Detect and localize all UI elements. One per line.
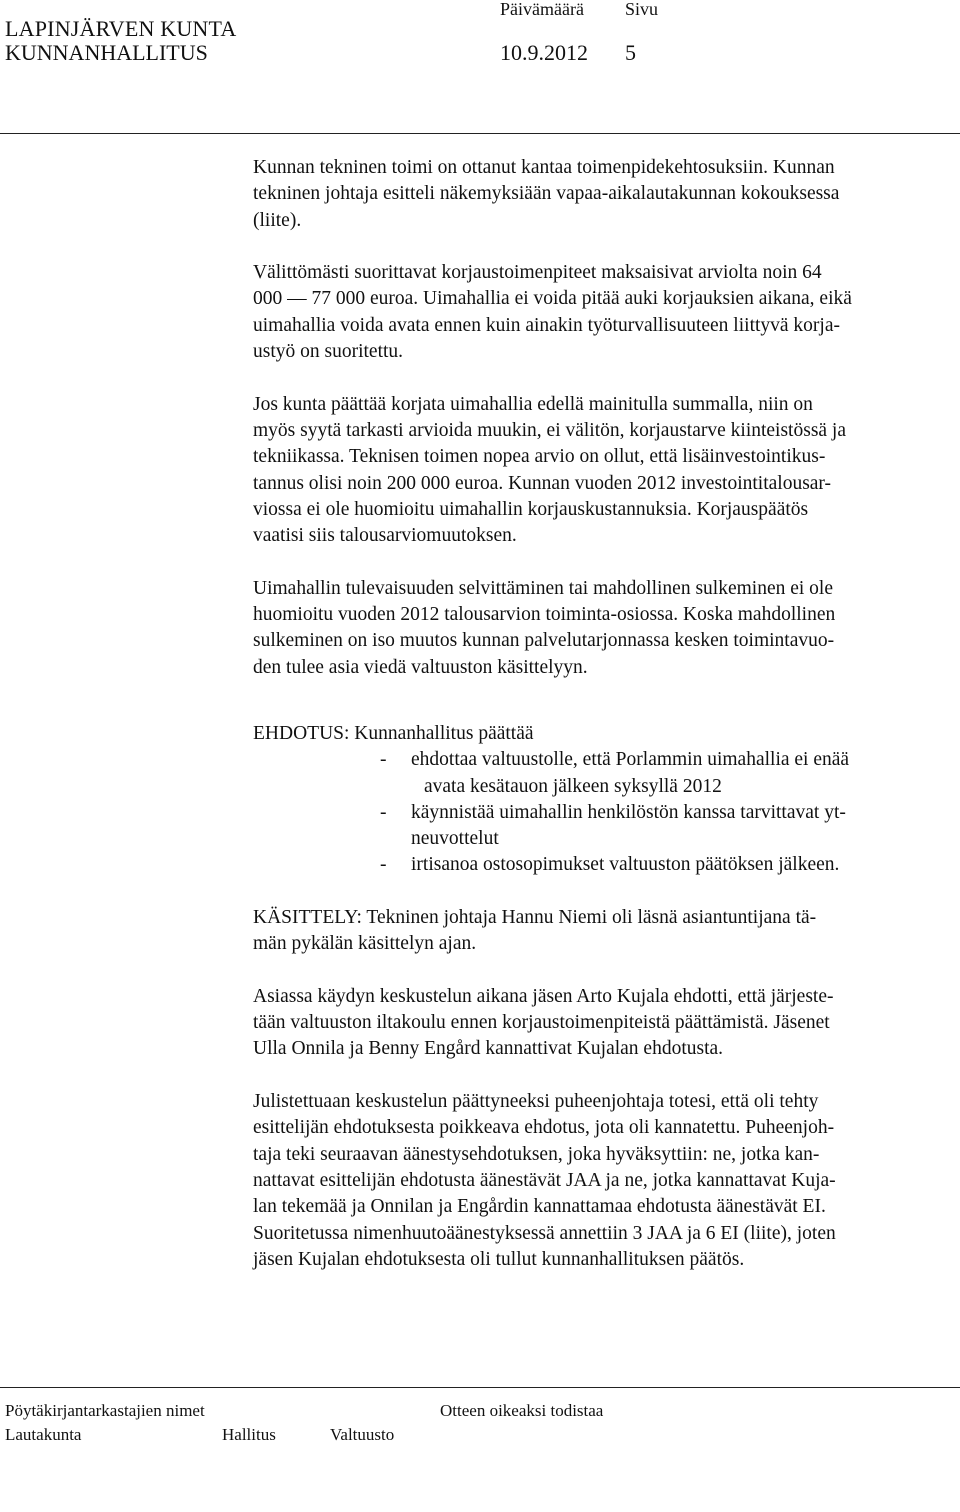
proposal-item-line: avata kesätauon jälkeen syksyllä 2012 xyxy=(424,775,722,797)
proposal-heading: EHDOTUS: Kunnanhallitus päättää xyxy=(253,723,534,744)
page-label: Sivu xyxy=(625,0,659,19)
footer-committee: Lautakunta xyxy=(5,1425,82,1444)
text-line: Ulla Onnila ja Benny Engård kannattivat Kujalan ehdotusta. xyxy=(253,1038,724,1060)
document-body-continued xyxy=(253,905,960,1299)
board-name: KUNNANHALLITUS xyxy=(5,40,208,65)
date-label: Päivämäärä xyxy=(500,0,584,19)
list-dash: - xyxy=(380,854,387,876)
footer-board: Hallitus xyxy=(222,1425,276,1444)
footer-divider xyxy=(0,1387,960,1388)
proposal-item-line: irtisanoa ostosopimukset valtuuston päätöksen jälkeen. xyxy=(411,854,840,876)
text-line: huomioitu vuoden 2012 talousarvion toiminta-osiossa. Koska mahdollinen xyxy=(253,604,836,626)
paragraph-1 xyxy=(253,155,960,234)
paragraph-processing xyxy=(253,905,960,958)
text-line: Kunnan tekninen toimi on ottanut kantaa toimenpidekehtosuksiin. Kunnan xyxy=(253,157,835,178)
text-line: Jos kunta päättää korjata uimahallia edellä mainitulla summalla, niin on xyxy=(253,393,813,415)
text-line: Välittömästi suorittavat korjaustoimenpiteet maksaisivat arviolta noin 64 xyxy=(253,262,822,284)
proposal-item xyxy=(380,800,960,853)
text-line: Suoritetussa nimenhuutoäänestyksessä annettiin 3 JAA ja 6 EI (liite), joten xyxy=(253,1222,836,1244)
text-line: sulkeminen on iso muutos kunnan palvelutarjonnassa kesken toimintavuo- xyxy=(253,630,835,652)
text-line: jäsen Kujalan ehdotuksesta oli tullut kunnanhallituksen päätös. xyxy=(253,1248,745,1270)
text-line: viossa ei ole huomioitu uimahallin korjauskustannuksia. Korjauspäätös xyxy=(253,498,809,520)
paragraph-4 xyxy=(253,576,960,681)
text-line: tannus olisi noin 200 000 euroa. Kunnan vuoden 2012 investointitalousar- xyxy=(253,472,832,494)
list-dash: - xyxy=(380,749,387,771)
text-line: nattavat esittelijän ehdotusta äänestävät JAA ja ne, jotka kannattavat Kuja- xyxy=(253,1169,836,1191)
document-body xyxy=(253,155,960,707)
reviewers-label: Pöytäkirjantarkastajien nimet xyxy=(5,1401,205,1420)
text-line: esittelijän ehdotuksesta poikkeava ehdotus, jota oli kannatettu. Puheenjoh- xyxy=(253,1117,835,1139)
meeting-date: 10.9.2012 xyxy=(500,40,588,65)
paragraph-2 xyxy=(253,260,960,365)
text-line: lan tekemää ja Onnilan ja Engårdin kannattamaa ehdotusta äänestävät EI. xyxy=(253,1196,826,1218)
proposal-item xyxy=(380,852,960,878)
text-line: Julistettuaan keskustelun päättyneeksi puheenjohtaja totesi, että oli tehty xyxy=(253,1091,819,1113)
text-line: den tulee asia viedä valtuuston käsittelyyn. xyxy=(253,656,588,678)
text-line: tekninen johtaja esitteli näkemyksiään vapaa-aikalautakunnan kokouksessa xyxy=(253,183,840,205)
text-line: Asiassa käydyn keskustelun aikana jäsen Arto Kujala ehdotti, että järjeste- xyxy=(253,985,834,1007)
proposal-item-line: ehdottaa valtuustolle, että Porlammin uimahallia ei enää xyxy=(411,749,850,771)
footer-council: Valtuusto xyxy=(330,1425,395,1444)
paragraph-discussion xyxy=(253,984,960,1063)
header-divider xyxy=(0,133,960,134)
proposal-section xyxy=(253,721,960,879)
text-line: KÄSITTELY: Tekninen johtaja Hannu Niemi oli läsnä asiantuntijana tä- xyxy=(253,907,817,928)
paragraph-vote xyxy=(253,1089,960,1273)
text-line: uimahallia voida avata ennen kuin ainakin työturvallisuuteen liittyvä korja- xyxy=(253,314,840,336)
organization-name: LAPINJÄRVEN KUNTA xyxy=(5,16,237,41)
text-line: 000 — 77 000 euroa. Uimahallia ei voida pitää auki korjauksien aikana, eikä xyxy=(253,288,852,310)
text-line: tekniikassa. Teknisen toimen nopea arvio on ollut, että lisäinvestointikus- xyxy=(253,446,826,468)
certified-label: Otteen oikeaksi todistaa xyxy=(440,1401,604,1420)
text-line: Uimahallin tulevaisuuden selvittäminen tai mahdollinen sulkeminen ei ole xyxy=(253,577,833,599)
page-number: 5 xyxy=(625,40,636,65)
text-line: vaatisi siis talousarviomuutoksen. xyxy=(253,525,517,547)
proposal-item-line: neuvottelut xyxy=(411,828,499,850)
proposal-item-line: käynnistää uimahallin henkilöstön kanssa tarvittavat yt- xyxy=(411,801,846,823)
text-line: myös syytä tarkasti arvioida muukin, ei välitön, korjaustarve kiinteistössä ja xyxy=(253,419,847,441)
list-dash: - xyxy=(380,801,387,823)
text-line: ustyö on suoritettu. xyxy=(253,341,404,363)
text-line: (liite). xyxy=(253,209,302,231)
text-line: män pykälän käsittelyn ajan. xyxy=(253,933,477,955)
paragraph-3 xyxy=(253,392,960,550)
text-line: taja teki seuraavan äänestysehdotuksen, joka hyväksyttiin: ne, jotka kan- xyxy=(253,1143,820,1165)
text-line: tään valtuuston iltakoulu ennen korjaustoimenpiteistä päättämistä. Jäsenet xyxy=(253,1012,830,1034)
proposal-item xyxy=(380,747,960,800)
